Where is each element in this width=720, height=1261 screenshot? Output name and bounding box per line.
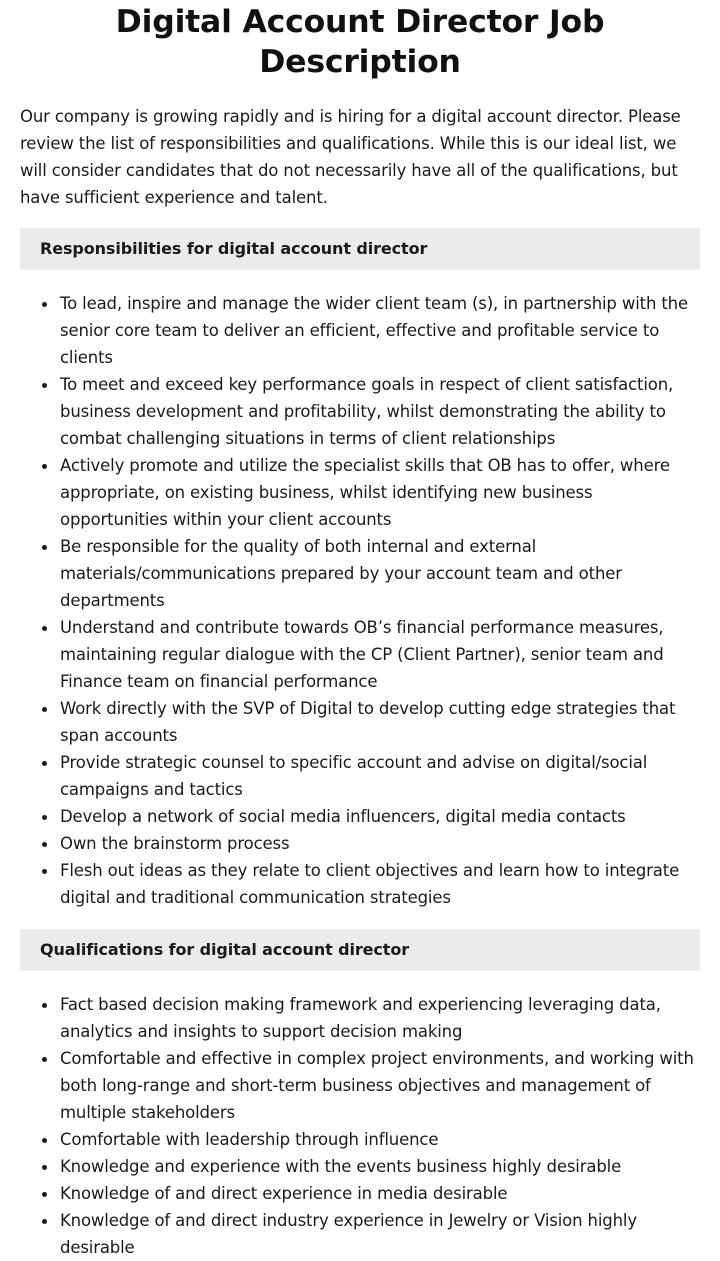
list-item: Comfortable with leadership through influence <box>60 1126 700 1153</box>
list-item: To meet and exceed key performance goals in respect of client satisfaction, business development and profitability, whilst demonstrating the ability to combat challenging situations in terms of client relationships <box>60 371 700 452</box>
list-item: Be responsible for the quality of both internal and external materials/communications prepared by your account team and other departments <box>60 533 700 614</box>
list-item: Develop a network of social media influencers, digital media contacts <box>60 803 700 830</box>
list-item: Own the brainstorm process <box>60 830 700 857</box>
list-item: Provide strategic counsel to specific account and advise on digital/social campaigns and tactics <box>60 749 700 803</box>
responsibilities-list <box>20 290 700 911</box>
list-item: Flesh out ideas as they relate to client objectives and learn how to integrate digital and traditional communication strategies <box>60 857 700 911</box>
list-item: Knowledge and experience with the events business highly desirable <box>60 1153 700 1180</box>
list-item: Knowledge of and direct experience in media desirable <box>60 1180 700 1207</box>
qualifications-list <box>20 991 700 1261</box>
list-item: Understand and contribute towards OB’s financial performance measures, maintaining regular dialogue with the CP (Client Partner), senior team and Finance team on financial performance <box>60 614 700 695</box>
list-item: To lead, inspire and manage the wider client team (s), in partnership with the senior core team to deliver an efficient, effective and profitable service to clients <box>60 290 700 371</box>
list-item: Comfortable and effective in complex project environments, and working with both long-range and short-term business objectives and management of multiple stakeholders <box>60 1045 700 1126</box>
list-item: Knowledge of and direct industry experience in Jewelry or Vision highly desirable <box>60 1207 700 1261</box>
responsibilities-heading: Responsibilities for digital account director <box>20 228 700 270</box>
qualifications-heading: Qualifications for digital account director <box>20 929 700 971</box>
intro-paragraph: Our company is growing rapidly and is hiring for a digital account director. Please review the list of responsibilities and qualifications. While this is our ideal list, we will consider candidates that do not necessarily have all of the qualifications, but have sufficient experience and talent. <box>20 107 681 207</box>
list-item: Fact based decision making framework and experiencing leveraging data, analytics and insights to support decision making <box>60 991 700 1045</box>
list-item: Work directly with the SVP of Digital to develop cutting edge strategies that span accounts <box>60 695 700 749</box>
list-item: Actively promote and utilize the specialist skills that OB has to offer, where appropriate, on existing business, whilst identifying new business opportunities within your client accounts <box>60 452 700 533</box>
page-title: Digital Account Director Job Description <box>115 4 605 80</box>
